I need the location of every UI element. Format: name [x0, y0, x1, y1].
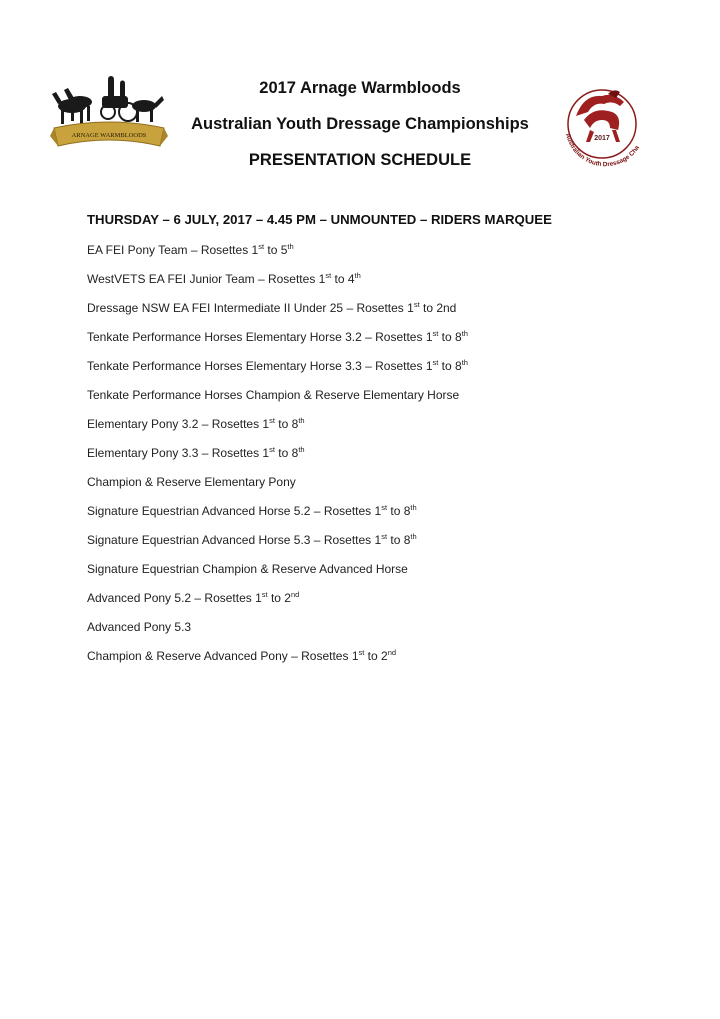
ordinal-suffix: st	[258, 242, 265, 251]
item-text: to 5	[264, 243, 288, 257]
schedule-item	[87, 416, 468, 445]
item-text: to 8	[438, 330, 462, 344]
schedule-item	[87, 358, 468, 387]
ordinal-suffix: th	[461, 329, 468, 338]
schedule-item	[87, 503, 468, 532]
schedule-item	[87, 271, 468, 300]
schedule-item	[87, 445, 468, 474]
schedule-label: PRESENTATION SCHEDULE	[248, 151, 472, 169]
ordinal-suffix: th	[354, 271, 361, 280]
item-text: Elementary Pony 3.3 – Rosettes 1	[87, 446, 270, 460]
ordinal-suffix: th	[298, 445, 305, 454]
schedule-item	[87, 242, 468, 271]
ordinal-suffix: st	[269, 445, 275, 454]
item-text: WestVETS EA FEI Junior Team – Rosettes 1	[87, 272, 326, 286]
schedule-item	[87, 300, 468, 329]
ordinal-suffix: st	[325, 271, 332, 280]
item-text: Signature Equestrian Champion & Reserve Advanced Horse	[87, 562, 408, 576]
ordinal-suffix: nd	[387, 648, 397, 657]
item-text: to 8	[387, 533, 411, 547]
session-heading: THURSDAY – 6 JULY, 2017 – 4.45 PM – UNMOUNTED – RIDERS MARQUEE	[87, 212, 552, 227]
schedule-item	[87, 561, 468, 590]
ordinal-suffix: st	[261, 590, 268, 599]
schedule-item	[87, 474, 468, 503]
item-text: Elementary Pony 3.2 – Rosettes 1	[87, 417, 270, 431]
item-text: Dressage NSW EA FEI Intermediate II Under 25 – Rosettes 1	[87, 301, 414, 315]
item-text: Champion & Reserve Elementary Pony	[87, 475, 296, 489]
item-text: to 8	[387, 504, 411, 518]
item-text: Tenkate Performance Horses Champion & Reserve Elementary Horse	[87, 388, 460, 402]
ayd-championships-logo	[554, 76, 674, 172]
schedule-item	[87, 387, 468, 416]
ordinal-suffix: nd	[290, 590, 300, 599]
ordinal-suffix: st	[269, 416, 275, 425]
item-text: to 8	[274, 417, 299, 431]
ordinal-suffix: th	[410, 503, 417, 512]
schedule-item	[87, 619, 468, 648]
ordinal-suffix: st	[413, 300, 420, 309]
item-text: Tenkate Performance Horses Elementary Horse 3.2 – Rosettes 1	[87, 330, 433, 344]
schedule-item	[87, 648, 468, 677]
ordinal-suffix: st	[432, 329, 439, 338]
event-title: 2017 Arnage Warmbloods	[259, 79, 461, 97]
ordinal-suffix: th	[287, 242, 294, 251]
schedule-item	[87, 532, 468, 561]
item-text: to 8	[438, 359, 462, 373]
item-text: to 2	[364, 649, 388, 663]
schedule-list	[87, 242, 468, 677]
ordinal-suffix: th	[410, 532, 417, 541]
ordinal-suffix: th	[461, 358, 468, 367]
item-text: Advanced Pony 5.2 – Rosettes 1	[87, 591, 262, 605]
item-text: EA FEI Pony Team – Rosettes 1	[87, 243, 259, 257]
ordinal-suffix: st	[432, 358, 439, 367]
item-text: to 2nd	[419, 301, 457, 315]
item-text: to 8	[274, 446, 299, 460]
ordinal-suffix: th	[298, 416, 305, 425]
document-header	[150, 78, 570, 170]
logo-banner-text: ARNAGE WARMBLOODS	[71, 132, 147, 139]
logo-ring-text: Australian Youth Dressage Cha	[563, 132, 641, 169]
item-text: to 4	[331, 272, 355, 286]
item-text: Signature Equestrian Advanced Horse 5.3 – Rosettes 1	[87, 533, 382, 547]
dressage-horse-icon	[554, 76, 674, 172]
ordinal-suffix: st	[381, 503, 388, 512]
item-text: Signature Equestrian Advanced Horse 5.2 – Rosettes 1	[87, 504, 382, 518]
schedule-item	[87, 590, 468, 619]
logo-year: 2017	[594, 135, 610, 142]
ordinal-suffix: st	[358, 648, 365, 657]
schedule-item	[87, 329, 468, 358]
item-text: Champion & Reserve Advanced Pony – Rosettes 1	[87, 649, 359, 663]
ordinal-suffix: st	[381, 532, 388, 541]
item-text: to 2	[267, 591, 291, 605]
item-text: Tenkate Performance Horses Elementary Horse 3.3 – Rosettes 1	[87, 359, 433, 373]
item-text: Advanced Pony 5.3	[87, 620, 192, 634]
event-subtitle: Australian Youth Dressage Championships	[191, 115, 529, 133]
